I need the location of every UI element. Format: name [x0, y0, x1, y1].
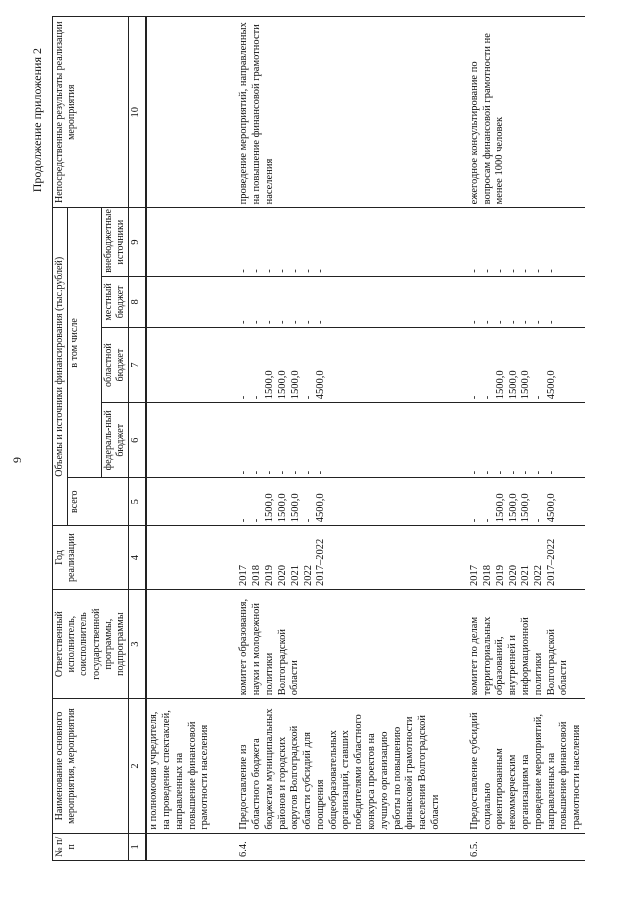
- table-row-continuation: [146, 17, 213, 861]
- col-number: 3: [129, 589, 147, 698]
- col-number: 4: [129, 526, 147, 590]
- header-name: Наименование основного мероприятия, мероприятия: [53, 699, 129, 833]
- result-text: проведение мероприятий, направленных на повышение финансовой грамотности населения: [237, 17, 444, 208]
- header-total: всего: [68, 478, 129, 526]
- col-number: 8: [129, 276, 147, 327]
- executor: комитет образования, науки и молодежной политики Волгоградской области: [237, 589, 444, 698]
- measure-name: Предоставление из областного бюджета бюджетам муниципальных районов и городских округов Волгоградской области субсидий для поощрения общеобразовательных организаций, ставших победителями областного конкурса проектов на лучшую организацию работы по повышению финансовой грамотности населения Волгоградской области: [237, 699, 444, 833]
- local-cell: - - - - - - -: [468, 276, 585, 327]
- row-gap: [444, 17, 468, 861]
- table-row: [468, 17, 585, 861]
- federal-cell: - - - - - - -: [468, 403, 585, 478]
- header-including: в том числе: [68, 208, 102, 478]
- continuation-header: Продолжение приложения 2: [30, 48, 44, 193]
- years-cell: 2017 2018 2019 2020 2021 2022 2017–2022: [468, 526, 585, 590]
- col-number: 7: [129, 328, 147, 403]
- table-row: [237, 17, 444, 861]
- federal-cell: - - - - - - -: [237, 403, 444, 478]
- col-number: 9: [129, 208, 147, 276]
- col-number: 5: [129, 478, 147, 526]
- continuation-text: и полномочия учредителя, на проведение спектаклей, направленных на повышение финансовой грамотности населения: [146, 699, 213, 833]
- header-results: Непосредственные результаты реализации мероприятия: [53, 17, 129, 208]
- executor: комитет по делам территориальных образований, внутренней и информационной политики Волгоградской области: [468, 589, 585, 698]
- col-number: 1: [129, 833, 147, 860]
- header-regional: областной бюджет: [101, 328, 128, 403]
- measures-table: [52, 16, 585, 861]
- header-local: местный бюджет: [101, 276, 128, 327]
- regional-cell: - - 1500,0 1500,0 1500,0 - 4500,0: [237, 328, 444, 403]
- header-volumes: Объемы и источники финансирования (тыс.рублей): [53, 208, 68, 526]
- header-federal: федераль-ный бюджет: [101, 403, 128, 478]
- regional-cell: - - 1500,0 1500,0 1500,0 - 4500,0: [468, 328, 585, 403]
- page-number: 9: [10, 457, 24, 463]
- years-cell: 2017 2018 2019 2020 2021 2022 2017–2022: [237, 526, 444, 590]
- row-gap: [213, 17, 237, 861]
- measure-name: Предоставление субсидий социально ориентированным некоммерческим организациям на проведение мероприятий, направленных на повышение финансовой грамотности населения: [468, 699, 585, 833]
- result-text: ежегодное консультирование по вопросам финансовой грамотности не менее 1000 человек: [468, 17, 585, 208]
- header-extrabudget: внебюджетные источники: [101, 208, 128, 276]
- header-num: № п/п: [53, 833, 129, 860]
- extrabudget-cell: - - - - - - -: [237, 208, 444, 276]
- header-executor: Ответственный исполнитель, соисполнитель государственной программы, подпрограммы: [53, 589, 129, 698]
- row-number: 6.4.: [237, 833, 444, 860]
- extrabudget-cell: - - - - - - -: [468, 208, 585, 276]
- local-cell: - - - - - - -: [237, 276, 444, 327]
- col-number: 2: [129, 699, 147, 833]
- row-number: 6.5.: [468, 833, 585, 860]
- header-year: Год реализации: [53, 526, 129, 590]
- col-number: 6: [129, 403, 147, 478]
- total-cell: - - 1500,0 1500,0 1500,0 - 4500,0: [468, 478, 585, 526]
- col-number: 10: [129, 17, 147, 208]
- total-cell: - - 1500,0 1500,0 1500,0 - 4500,0: [237, 478, 444, 526]
